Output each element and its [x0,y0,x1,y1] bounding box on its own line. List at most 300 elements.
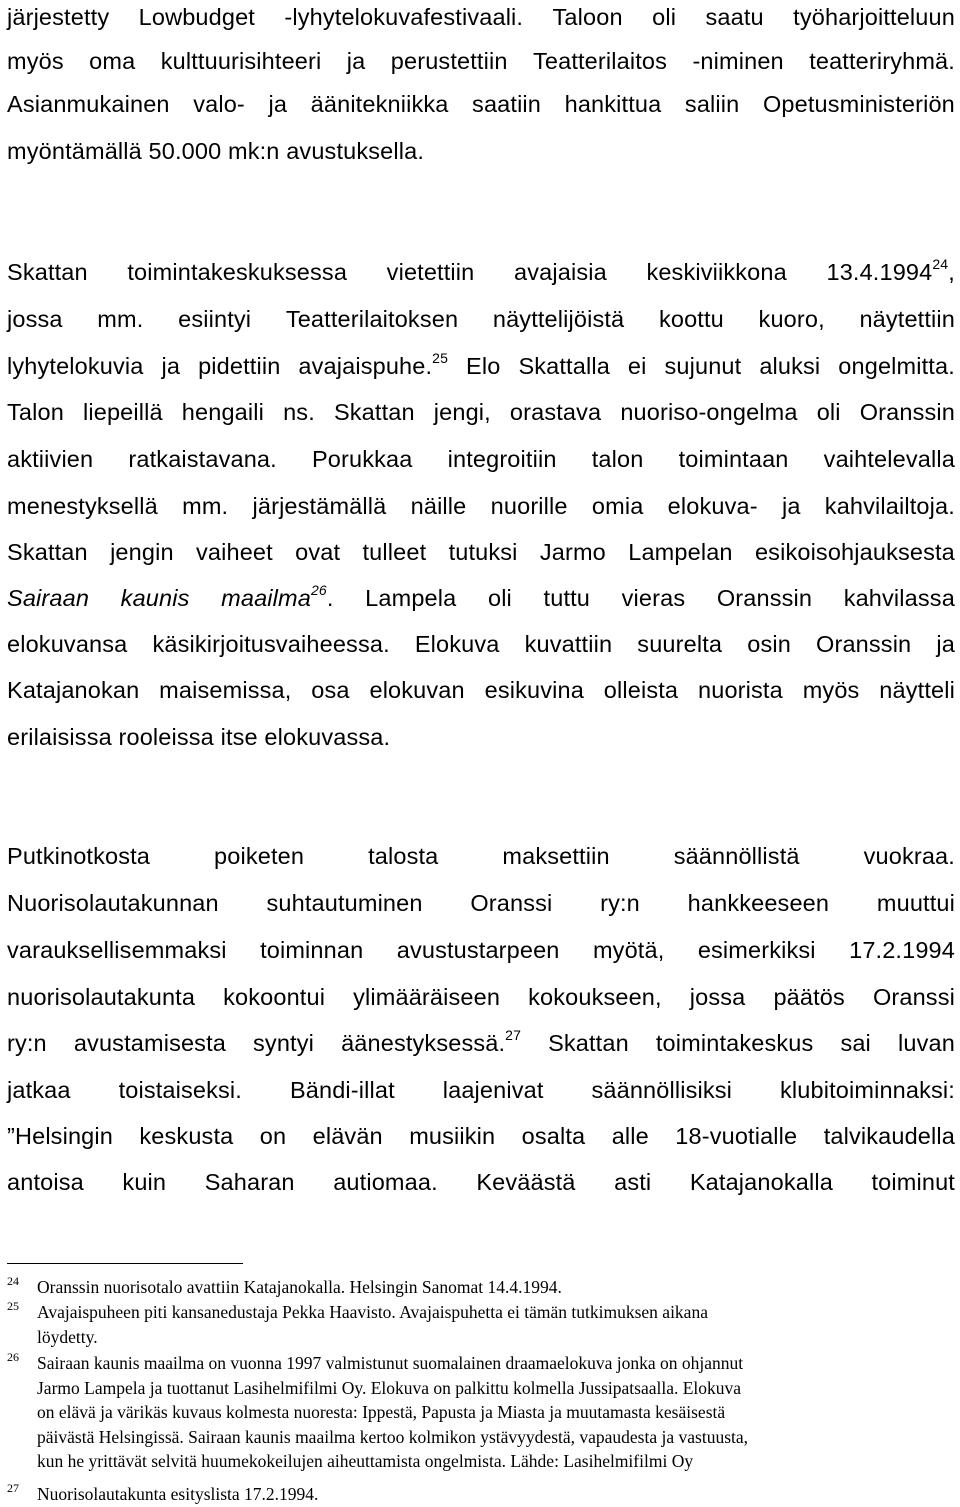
word [7,1119,113,1153]
word [448,442,557,476]
text-run: jengi, [433,399,491,425]
text-run: vietettiin [386,259,475,285]
text-run: oli [816,399,841,425]
footnote-number: 24 [7,1274,19,1288]
word [864,839,955,873]
word [260,1119,286,1153]
footnote-ref: 24 [932,256,949,273]
text-run: näyttelijöistä [492,306,625,332]
text-run: vaiheet [196,539,273,565]
word [312,442,412,476]
footnote-ref: 25 [432,350,449,367]
text-run: Elokuva [414,631,500,657]
text-run: ”Helsingin [7,1123,113,1149]
text-run: elokuva- [667,493,758,519]
text-run: osin [747,631,791,657]
word [121,581,190,615]
text-line [7,1073,955,1107]
text-run: avustustarpeen [396,937,560,963]
text-run: lyhytelokuvia [7,353,144,379]
word [502,839,609,873]
word [525,627,613,661]
text-run: hankittua [564,91,662,117]
word [83,395,163,429]
word [780,1073,955,1107]
word [368,839,438,873]
word [298,349,448,383]
text-run: toimintaan [678,446,789,472]
text-line [7,980,955,1014]
text-run: jossa [689,984,746,1010]
word [533,44,667,78]
word [679,442,789,476]
text-run: muuttui [876,890,955,916]
text-run: Skattan [7,539,88,565]
text-run: Saharan [204,1169,295,1195]
word [7,302,63,336]
text-run: saatiin [472,91,542,117]
text-run: syntyi [253,1030,315,1056]
footnote-text-line: päivästä Helsingissä. Sairaan kaunis maailma kertoo kolmikon ystävyydestä, vapaudesta ja vastuusta, [37,1426,749,1447]
footnote-text-line: Oranssin nuorisotalo avattiin Katajanokalla. Helsingin Sanomat 14.4.1994. [37,1277,562,1297]
word [161,349,180,383]
word [7,255,88,289]
text-run: nuoriso-ongelma [620,399,798,425]
word [793,0,955,34]
footnote-number: 27 [7,1481,19,1495]
text-run: avustamisesta [73,1030,226,1056]
text-run: myötä, [592,937,665,963]
text-run: äänestyksessä. [341,1030,506,1056]
text-run: Nuorisolautakunnan [7,890,219,916]
italic-text: maailma [221,585,311,611]
word [824,442,955,476]
word [692,44,783,78]
word [698,673,783,707]
word [198,349,280,383]
text-run: Keväästä [476,1169,576,1195]
word [592,489,644,523]
word [565,87,662,121]
text-run: musiikin [409,1123,496,1149]
word [122,1165,166,1199]
text-run: esiintyi [178,306,252,332]
text-run: vieras [621,585,686,611]
word [528,980,662,1014]
word [698,933,816,967]
text-run: on [259,1123,287,1149]
word [365,581,456,615]
text-run: liepeillä [83,399,163,425]
word [759,302,825,336]
word [544,581,590,615]
text-run: teatteriryhmä. [809,48,955,74]
word [443,1073,544,1107]
word [488,581,512,615]
text-run: jengin [110,539,174,565]
word [411,489,467,523]
word [493,302,624,336]
word [334,395,415,429]
text-run: ja [161,353,181,379]
text-run: oli [652,4,677,30]
word [7,839,150,873]
word [522,1119,586,1153]
word [898,1026,955,1060]
text-run: 18-vuotialle [675,1123,798,1149]
word [97,302,143,336]
text-run: olleista [603,677,679,703]
text-run: Teatterilaitoksen [285,306,459,332]
word [7,395,64,429]
text-line [7,627,955,661]
text-line [7,535,955,569]
word [803,673,860,707]
text-run: kulttuurisihteeri [160,48,322,74]
word [182,489,228,523]
word [341,1026,521,1060]
text-line [7,255,955,289]
word [119,1073,242,1107]
text-run: Skattalla [518,353,610,379]
text-run: suurelta [637,631,723,657]
word [74,1026,226,1060]
word [311,673,349,707]
text-run: kuvattiin [524,631,613,657]
word [759,349,820,383]
word [825,489,955,523]
text-run: vuokraa. [863,843,955,869]
text-run: jossa [7,306,63,332]
word [548,1026,629,1060]
text-line [7,1165,955,1199]
word [824,1119,955,1153]
text-run: toistaiseksi. [118,1077,242,1103]
text-run: elävän [312,1123,383,1149]
word [685,87,739,121]
text-run: saatu [705,4,764,30]
word [860,395,955,429]
word [646,255,786,289]
text-run: kahvilassa [843,585,955,611]
word [178,302,251,336]
word [7,87,170,121]
word [755,535,955,569]
word [622,581,686,615]
text-run: esikuvina [484,677,584,703]
text-run: Asianmukainen [7,91,170,117]
word [844,581,955,615]
word [7,489,158,523]
text-run: Opetusministeriön [762,91,955,117]
word [7,933,227,967]
text-run: keskusta [139,1123,234,1149]
text-line [7,134,955,168]
text-run: ylimääräiseen [353,984,501,1010]
text-run: Katajanokalla [689,1169,833,1195]
text-run: elokuvansa [7,631,128,657]
text-run: ns. [283,399,315,425]
text-run: maksettiin [502,843,610,869]
word [284,0,523,34]
word [747,627,791,661]
word [268,87,287,121]
text-run: oma [89,48,136,74]
text-run: ja [936,631,955,657]
text-run: talvikaudella [823,1123,955,1149]
text-run: säännöllisiksi [591,1077,733,1103]
text-run: aluksi [759,353,821,379]
text-run: nuorisolautakunta [7,984,196,1010]
word [221,581,333,615]
text-run: Skattan [7,259,88,285]
word [182,395,264,429]
text-line [7,581,955,615]
word [592,442,644,476]
word [333,1165,438,1199]
text-run: esimerkiksi [697,937,816,963]
text-run: Lowbudget [138,4,255,30]
word [826,255,954,289]
text-line [7,0,955,34]
text-run: varauksellisemmaksi [7,937,227,963]
footnote-text-line: löydetty. [37,1326,98,1347]
text-run: nuorille [490,493,568,519]
text-line [7,349,955,383]
text-run: kuoro, [758,306,825,332]
text-run: kuin [122,1169,167,1195]
text-run: 13.4.1994 [826,259,933,285]
text-run: tulleet [362,539,427,565]
word [553,0,623,34]
text-line [7,886,955,920]
text-run: hankkeeseen [687,890,830,916]
word [593,933,664,967]
text-run: säännöllistä [673,843,800,869]
text-line [7,839,955,873]
text-run: Teatterilaitos [532,48,668,74]
word [620,395,797,429]
text-run: integroitiin [447,446,557,472]
word [89,44,135,78]
word [223,980,325,1014]
word [369,673,464,707]
word [472,87,541,121]
text-run: antoisa [7,1169,84,1195]
text-run: . [326,585,334,611]
word [7,349,144,383]
word [514,255,607,289]
text-run: nuorista [698,677,783,703]
text-run: autiomaa. [333,1169,438,1195]
text-run: Putkinotkosta [7,843,151,869]
word [353,980,500,1014]
word [253,1026,314,1060]
text-run: elokuvan [369,677,465,703]
word [139,0,255,34]
word [214,839,304,873]
text-run: osalta [521,1123,586,1149]
text-line [7,1119,955,1153]
text-run: , [948,259,955,285]
text-run: kokoontui [223,984,326,1010]
word [859,302,955,336]
word [159,673,291,707]
text-run: keskiviikkona [646,259,787,285]
word [816,627,911,661]
word [295,535,340,569]
word [466,349,500,383]
word [628,535,732,569]
word [773,980,844,1014]
word [690,980,746,1014]
word [674,839,800,873]
text-run: maisemissa, [159,677,292,703]
text-run: omia [591,493,644,519]
text-run: klubitoiminnaksi: [780,1077,955,1103]
footnote-text-line: Sairaan kaunis maailma on vuonna 1997 valmistunut suomalainen draamaelokuva jonka on ohjannut [37,1353,744,1373]
text-run: suhtautuminen [266,890,423,916]
text-run: mm. [97,306,144,332]
text-run: luvan [897,1030,955,1056]
word [415,627,500,661]
word [7,535,88,569]
text-run: näille [410,493,467,519]
text-run: järjestämällä [252,493,387,519]
word [260,933,363,967]
word [7,1165,84,1199]
word [286,302,458,336]
word [873,980,955,1014]
word [600,886,640,920]
text-line [7,442,955,476]
text-run: työharjoitteluun [793,4,955,30]
text-run: sai [840,1030,871,1056]
text-run: vaihtelevalla [823,446,955,472]
word [363,535,427,569]
word [253,489,387,523]
text-run: avajaispuhe. [298,353,433,379]
text-line [7,673,955,707]
text-run: päätös [773,984,845,1010]
footnote-text-line: Nuorisolautakunta esityslista 17.2.1994. [37,1484,319,1504]
word [127,255,347,289]
text-run: järjestetty [7,4,110,30]
word [153,627,390,661]
text-run: tuttu [543,585,591,611]
text-run: ja [346,48,366,74]
text-run: Lampelan [628,539,733,565]
text-run: jatkaa [7,1077,71,1103]
text-line [7,933,955,967]
text-run: myöntämällä 50.000 mk:n avustuksella. [7,138,425,164]
word [612,1119,649,1153]
text-run: kahvilailtoja. [824,493,955,519]
footnote-text-line: Avajaispuheen piti kansanedustaja Pekka Haavisto. Avajaispuhetta ei tämän tutkimuksen aikana [37,1302,708,1322]
word [659,302,724,336]
word [470,886,552,920]
word [656,1026,814,1060]
word [879,673,955,707]
word [706,0,764,34]
word [936,627,955,661]
footnote-ref: 26 [310,582,327,599]
text-line [7,87,955,121]
word [817,395,841,429]
word [434,395,491,429]
text-run: Taloon [552,4,623,30]
word [668,489,758,523]
text-run: Skattan [548,1030,629,1056]
text-run: ry:n [600,890,640,916]
word [510,395,601,429]
word [628,349,647,383]
text-run: erilaisissa rooleissa itse elokuvassa. [7,724,391,750]
word [675,1119,797,1153]
text-run: menestyksellä [7,493,158,519]
word [849,933,955,967]
text-run: toimintakeskus [655,1030,814,1056]
footnote-number: 26 [7,1350,19,1364]
text-run: ja [781,493,801,519]
footnote-number: 25 [7,1299,19,1313]
text-line [7,720,955,754]
word [7,673,139,707]
text-line [7,395,955,429]
text-run: ei [627,353,647,379]
word [604,673,678,707]
text-run: myös [802,677,860,703]
text-run: ovat [295,539,341,565]
text-run: toiminnan [260,937,364,963]
text-run: Katajanokan [7,677,140,703]
word [449,535,518,569]
footnote-ref: 27 [505,1027,522,1044]
text-run: ry:n [7,1030,47,1056]
word [591,1073,732,1107]
word [205,1165,295,1199]
word [196,535,273,569]
text-run: talon [591,446,644,472]
text-run: hengaili [181,399,265,425]
text-run: osa [311,677,350,703]
footnote-text-line: Jarmo Lampela ja tuottanut Lasihelmifilmi Oy. Elokuva on palkittu kolmella Jussipatsaalla. Elokuva [37,1377,742,1398]
word [397,933,560,967]
text-run: laajenivat [442,1077,544,1103]
word [877,886,955,920]
text-run: valo- [193,91,245,117]
text-run: avajaisia [514,259,607,285]
text-run: mm. [182,493,229,519]
text-run: asti [614,1169,652,1195]
text-run: Porukkaa [311,446,413,472]
text-run: Oranssi [470,890,553,916]
text-run: 17.2.1994 [849,937,955,963]
text-run: Oranssin [716,585,813,611]
word [128,442,276,476]
word [266,886,422,920]
text-line [7,302,955,336]
text-run: toiminut [871,1169,955,1195]
word [290,1073,395,1107]
word [838,349,955,383]
word [311,87,449,121]
text-run: myös [7,48,64,74]
word [476,1165,575,1199]
text-run: Elo [466,353,501,379]
word [840,1026,871,1060]
word [7,0,109,34]
